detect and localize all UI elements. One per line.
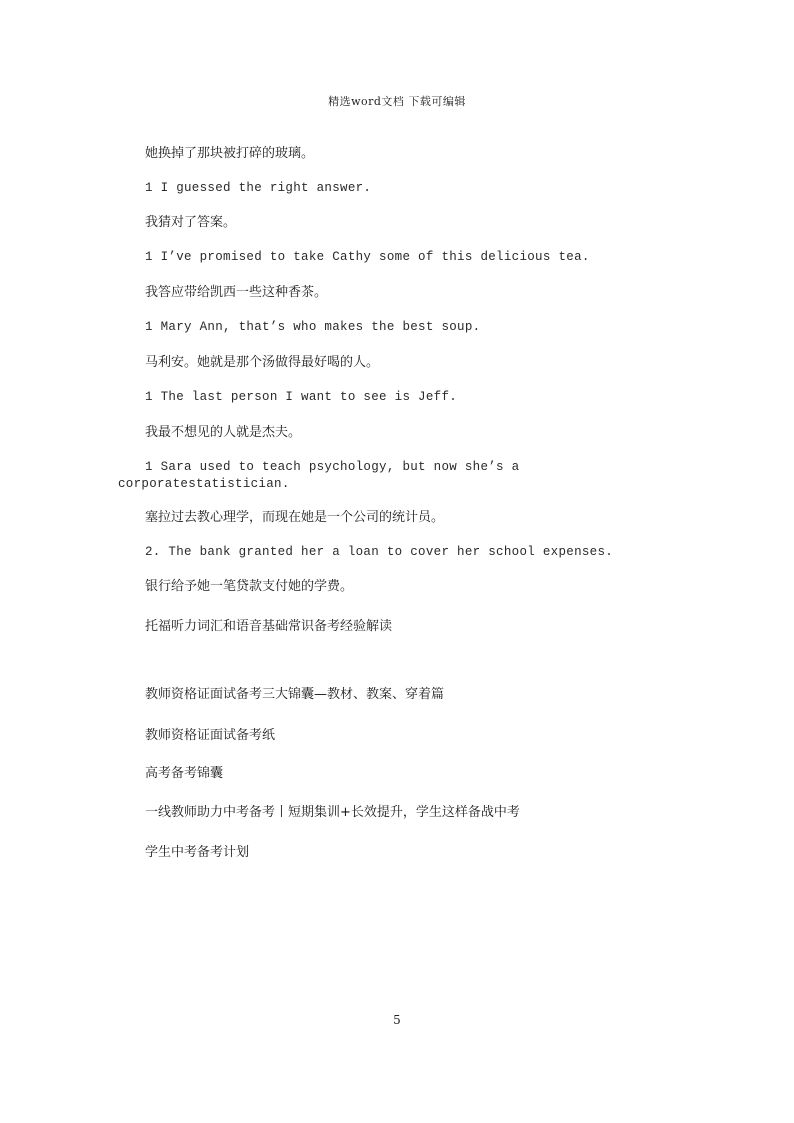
page-number: 5 [393, 1013, 401, 1027]
chinese-translation-line: 我答应带给凯西一些这种香茶。 [145, 285, 328, 300]
related-article-title: 托福听力词汇和语音基础常识备考经验解读 [145, 619, 393, 634]
english-sentence-line: 1 I’ve promised to take Cathy some of this delicious tea. [145, 250, 590, 264]
related-article-title: 一线教师助力中考备考丨短期集训+长效提升，学生这样备战中考 [145, 805, 520, 820]
chinese-translation-line: 我猜对了答案。 [145, 215, 237, 230]
related-article-title: 学生中考备考计划 [145, 845, 250, 860]
chinese-translation-line: 马利安。她就是那个汤做得最好喝的人。 [145, 355, 380, 370]
chinese-translation-line: 我最不想见的人就是杰夫。 [145, 425, 302, 440]
related-article-title: 教师资格证面试备考三大锦囊—教材、教案、穿着篇 [145, 687, 445, 702]
english-sentence-wrapped [118, 459, 678, 493]
chinese-translation-line: 银行给予她一笔贷款支付她的学费。 [145, 579, 354, 594]
related-article-title: 教师资格证面试备考纸 [145, 728, 276, 743]
related-article-title: 高考备考锦囊 [145, 766, 224, 781]
english-sentence-line-2: corporatestatistician. [118, 477, 290, 491]
english-sentence-line: 1 I guessed the right answer. [145, 181, 372, 195]
page-header: 精选word文档 下载可编辑 [328, 95, 466, 108]
english-sentence-line: 1 The last person I want to see is Jeff. [145, 390, 458, 404]
english-sentence-line-1: 1 Sara used to teach psychology, but now she’s a [145, 460, 520, 474]
chinese-translation-line: 她换掉了那块被打碎的玻璃。 [145, 146, 315, 161]
chinese-translation-line: 塞拉过去教心理学，而现在她是一个公司的统计员。 [145, 510, 445, 525]
english-sentence-line: 2. The bank granted her a loan to cover her school expenses. [145, 545, 614, 559]
english-sentence-line: 1 Mary Ann, that’s who makes the best soup. [145, 320, 481, 334]
